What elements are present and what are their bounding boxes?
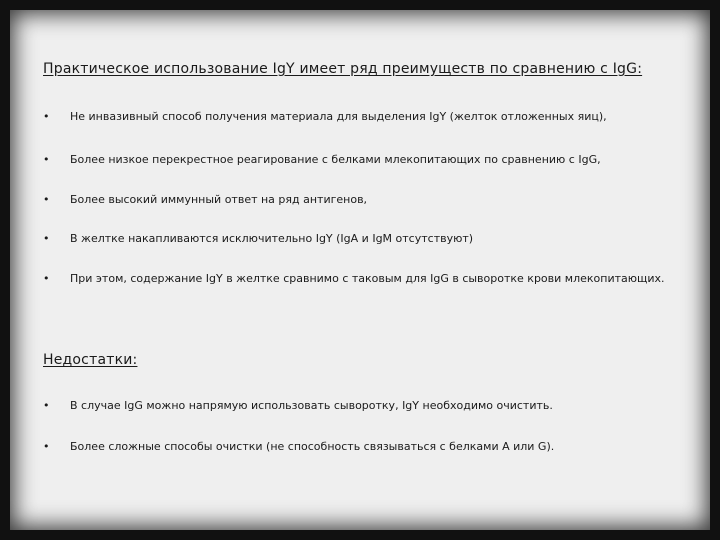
advantage-text: Не инвазивный способ получения материала для выделения IgY (желток отложенных яиц),	[70, 110, 607, 123]
disadvantage-text: В случае IgG можно напрямую использовать сыворотку, IgY необходимо очистить.	[70, 399, 553, 412]
bullet: •	[43, 193, 50, 206]
bullet: •	[43, 440, 50, 453]
disadvantages-heading: Недостатки:	[43, 352, 138, 368]
advantages-heading: Практическое использование IgY имеет ряд преимуществ по сравнению с IgG:	[43, 61, 643, 77]
bullet: •	[43, 153, 50, 166]
bullet: •	[43, 399, 50, 412]
advantage-text: Более низкое перекрестное реагирование с белками млекопитающих по сравнению с IgG,	[70, 153, 601, 166]
advantage-text: В желтке накапливаются исключительно IgY (IgA и IgM отсутствуют)	[70, 232, 474, 245]
advantage-text: При этом, содержание IgY в желтке сравнимо с таковым для IgG в сыворотке крови млекопитающих.	[70, 272, 665, 285]
bullet: •	[43, 110, 50, 123]
advantage-text: Более высокий иммунный ответ на ряд антигенов,	[70, 193, 368, 206]
disadvantage-text: Более сложные способы очистки (не способность связываться с белками А или G).	[70, 440, 555, 453]
bullet: •	[43, 272, 50, 285]
bullet: •	[43, 232, 50, 245]
